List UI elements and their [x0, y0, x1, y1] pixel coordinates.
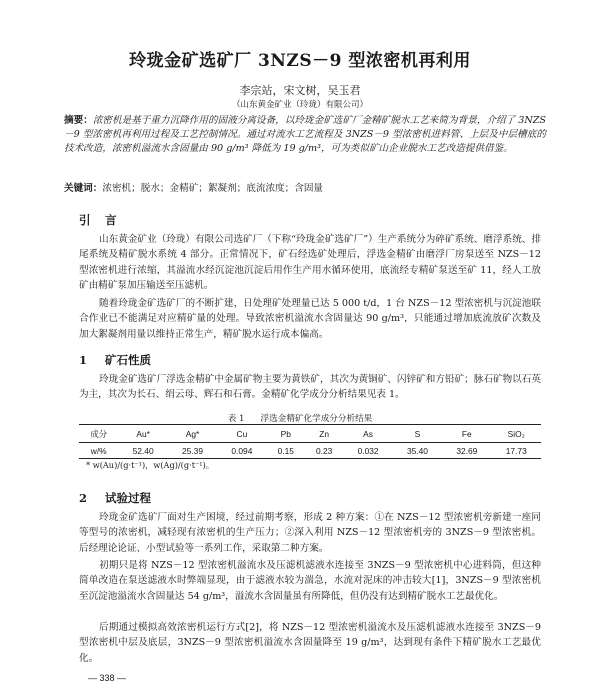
table-header-cell: Ag* — [185, 429, 200, 439]
table-header-cell: Fe — [461, 429, 472, 439]
test-paragraph-2: 初期只是将 NZS－12 型浓密机溢流水及压滤机滤液水连接至 3NZS－9 型浓密机中心进料筒，但这种简单改造在泵送滤液水时弊端显现，由于滤液水较为湍急，水流对泥床的冲击较大[1]，3NZS－9 型浓密机至沉淀池溢流水含固量达 54 g/m³，溢流水含固量虽有所降低，但仍没有达到精矿脱水工艺最优化。 — [79, 560, 541, 602]
table-cell: 32.69 — [456, 446, 478, 456]
abstract-text: 浓密机是基于重力沉降作用的固液分离设备，以玲珑金矿选矿厂金精矿脱水工艺来简为背景，介绍了 3NZS－9 型浓密机再利用过程及工艺控制情况。通过对流水工艺流程及 3NZS－9 型浓密机进料管、上层及中层槽底的技术改造，浓密机溢流水含固量由 90 g/m³ 降低为 19 g/m³，可为类似矿山企业脱水工艺改造提供借鉴。 — [64, 115, 547, 154]
paper-title: 玲珑金矿选矿厂 3NZS－9 型浓密机再利用 — [129, 51, 471, 71]
table-header-cell: Cu — [236, 429, 248, 439]
test-paragraph-3: 后期通过模拟高效浓密机运行方式[2]，将 NZS－12 型浓密机溢流水及压滤机滤液水连接至 3NZS－9 型浓密机中层及底层，3NZS－9 型浓密机溢流水含固量降至 19 g/m³，达到现有条件下精矿脱水工艺最优化。 — [79, 622, 541, 664]
table-header-cell: Au* — [136, 429, 150, 439]
section-number: 引 — [79, 213, 91, 227]
abstract-label: 摘要： — [64, 115, 93, 126]
table-number: 表 1 — [227, 414, 245, 424]
table-header-cell: SiO₂ — [507, 429, 525, 439]
affiliation: （山东黄金矿业（玲珑）有限公司） — [231, 100, 368, 110]
table-header-cell: As — [363, 429, 373, 439]
section-number: 2 — [79, 491, 88, 505]
section-heading-test-process — [79, 490, 151, 506]
table-cell: 0.15 — [277, 446, 294, 456]
table-header-cell: S — [414, 429, 421, 439]
intro-paragraph-2: 随着玲珑金矿选矿厂的不断扩建，日处理矿处理量已达 5 000 t/d，1 台 NZS－12 型浓密机与沉淀池联合作业已不能满足对应精矿量的处理。导致浓密机溢流水含固量达 90 g/m³，只能通过增加底流放矿次数及加大絮凝剂用量以维持正常生产，精矿脱水运行成本偏高。 — [79, 298, 541, 340]
section-title: 试验过程 — [105, 491, 151, 505]
table-cell: w/% — [90, 446, 107, 456]
keywords-label: 关键词： — [64, 183, 103, 194]
test-paragraph-1: 玲珑金矿选矿厂面对生产困境，经过前期考察，形成 2 种方案：①在 NZS－12 型浓密机旁新建一座同等型号的浓密机，减轻现有浓密机的生产压力；②深入利用 NZS－12 型浓密机旁的 3NZS－9 型浓密机。后经理论论证、小型试验等一系列工作，采取第二种方案。 — [79, 512, 541, 554]
table-header-cell: Pb — [280, 429, 291, 439]
section-title: 言 — [105, 213, 117, 227]
table-header-cell: 成分 — [90, 429, 108, 439]
section-title: 矿石性质 — [105, 353, 151, 367]
ore-paragraph-1: 玲珑金矿选矿厂浮选金精矿中金属矿物主要为黄铁矿，其次为黄铜矿、闪锌矿和方铅矿；脉石矿物以石英为主，其次为长石、绢云母、辉石和石膏。金精矿化学成分分析结果见表 1。 — [79, 374, 541, 401]
table-header-row — [79, 425, 541, 443]
table-cell: 17.73 — [505, 446, 527, 456]
table-caption-text: 浮选金精矿化学成分分析结果 — [260, 414, 373, 424]
table-row — [79, 443, 541, 459]
table-caption — [0, 412, 600, 424]
table-cell: 35.40 — [406, 446, 428, 456]
intro-paragraph-1: 山东黄金矿业（玲珑）有限公司选矿厂（下称“玲珑金矿选矿厂”）生产系统分为碎矿系统、磨浮系统、排尾系统及精矿脱水系统 4 部分。正常情况下，矿石经选矿处理后，浮选金精矿由磨浮厂房泵送至 NZS－12 型浓密机进行浓缩，其溢流水经沉淀池沉淀后用作生产用水循环使用，底流经专精矿泵送至矿 11，经人工放矿由精矿泵加压输送至压滤机。 — [79, 234, 541, 292]
table-footnote: * w(Au)/(g·t⁻¹)，w(Ag)/(g·t⁻¹)。 — [86, 460, 214, 470]
table-cell: 0.23 — [316, 446, 333, 456]
composition-table — [79, 424, 541, 459]
keywords — [64, 182, 546, 196]
section-number: 1 — [79, 353, 88, 367]
abstract — [64, 114, 546, 156]
section-heading-introduction — [79, 212, 117, 228]
table-cell: 25.39 — [182, 446, 203, 456]
keywords-text: 浓密机；脱水；金精矿；絮凝剂；底流浓度；含固量 — [102, 183, 324, 194]
table-cell: 0.094 — [231, 446, 253, 456]
authors: 李宗站，宋文树，吴玉君 — [239, 84, 361, 97]
table-header-cell: Zn — [319, 429, 330, 439]
table-cell: 52.40 — [132, 446, 154, 456]
page-number: — 338 — — [88, 673, 127, 683]
table-cell: 0.032 — [357, 446, 379, 456]
section-heading-ore-properties — [79, 352, 151, 368]
